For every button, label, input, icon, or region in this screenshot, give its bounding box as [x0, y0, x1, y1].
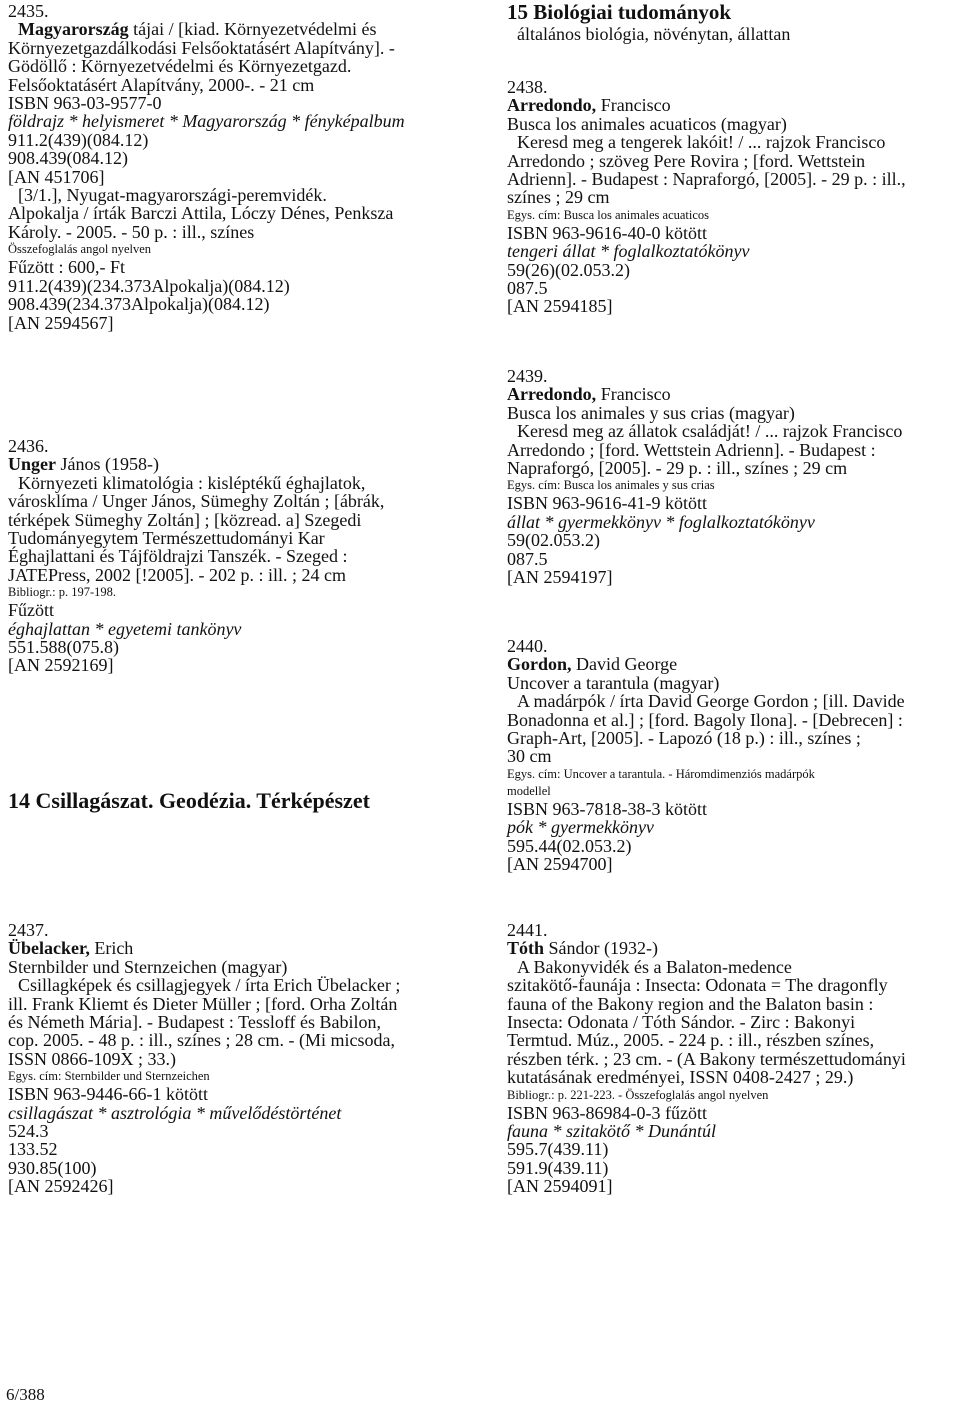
entry-author-line	[507, 655, 905, 673]
classification: 908.439(234.373Alpokalja)(084.12)	[8, 294, 270, 315]
entry-2438	[507, 78, 906, 316]
entry-line: fauna of the Bakony region and the Balaton basin :	[507, 993, 874, 1014]
entry-author-bold: Gordon,	[507, 654, 572, 675]
classification: 930.85(100)	[8, 1157, 97, 1178]
section-title-15: 15 Biológiai tudományok	[507, 0, 732, 24]
classification: 595.7(439.11)	[507, 1139, 609, 1160]
entry-2436	[8, 437, 384, 675]
classification: 908.439(084.12)	[8, 148, 128, 169]
accession-number: [AN 2594567]	[8, 312, 114, 333]
entry-number: 2435.	[8, 1, 49, 21]
entry-line: ill. Frank Kliemt és Dieter Müller ; [ford. Orha Zoltán	[8, 993, 398, 1014]
entry-line: Bonadonna et al.] ; [ford. Bagoly Ilona]. - [Debrecen] :	[507, 709, 903, 730]
entry-title: Környezeti klimatológia : kisléptékű éghajlatok,	[18, 472, 366, 493]
uniform-title: Busca los animales acuaticos (magyar)	[507, 113, 787, 134]
note: Egys. cím: Busca los animales acuaticos	[507, 207, 710, 222]
entry-line: Károly. - 2005. - 50 p. : ill., színes	[8, 221, 255, 242]
entry-author-bold: Übelacker,	[8, 938, 90, 959]
entry-line: Adrienn]. - Budapest : Napraforgó, [2005]. - 29 p. : ill.,	[507, 169, 906, 190]
classification: 087.5	[507, 548, 548, 569]
entry-author-line	[507, 385, 902, 403]
subject-terms: éghajlattan * egyetemi tankönyv	[8, 618, 242, 639]
classification: 524.3	[8, 1121, 49, 1142]
entry-number: 2440.	[507, 636, 548, 656]
entry-line: Insecta: Odonata / Tóth Sándor. - Zirc : Bakonyi	[507, 1012, 856, 1033]
subject-terms: fauna * szitakötő * Dunántúl	[507, 1121, 717, 1142]
entry-line: JATEPress, 2002 [!2005]. - 202 p. : ill. ; 24 cm	[8, 564, 346, 585]
entry-line: részben térk. ; 23 cm. - (A Bakony természettudományi	[507, 1048, 906, 1069]
note: Bibliogr.: p. 221-223. - Összefoglalás angol nyelven	[507, 1087, 769, 1102]
accession-number: [AN 2594185]	[507, 296, 613, 317]
note: Egys. cím: Uncover a tarantula. - Háromdimenziós madárpók	[507, 766, 815, 781]
entry-line: Gödöllő : Környezetvédelmi és Környezetgazd.	[8, 56, 352, 77]
entry-2435	[8, 2, 405, 332]
entry-line: Termtud. Múz., 2005. - 224 p. : ill., részben színes,	[507, 1030, 875, 1051]
entry-author-line	[8, 939, 400, 957]
entry-line: színes ; 29 cm	[507, 187, 610, 208]
entry-author-bold: Arredondo,	[507, 384, 597, 405]
classification: 59(26)(02.053.2)	[507, 259, 630, 280]
note: modellel	[507, 783, 551, 798]
entry-title-rest: tájai / [kiad. Környezetvédelmi és	[128, 19, 377, 40]
subject-terms: állat * gyermekkönyv * foglalkoztatókönyv	[507, 511, 815, 532]
uniform-title: Sternbilder und Sternzeichen (magyar)	[8, 956, 288, 977]
classification: 911.2(439)(234.373Alpokalja)(084.12)	[8, 275, 290, 296]
entry-author-bold: Tóth	[507, 938, 545, 959]
binding-price: Fűzött : 600,- Ft	[8, 257, 126, 278]
isbn: ISBN 963-9446-66-1 kötött	[8, 1084, 208, 1105]
entry-line: Napraforgó, [2005]. - 29 p. : ill., színes ; 29 cm	[507, 458, 848, 479]
entry-line: Felsőoktatásért Alapítvány, 2000-. - 21 cm	[8, 74, 315, 95]
entry-author-rest: Erich	[89, 938, 134, 959]
entry-line: Tudományegytem Természettudományi Kar	[8, 528, 325, 549]
entry-2440	[507, 637, 905, 873]
note: Összefoglalás angol nyelven	[8, 242, 152, 257]
entry-author-line	[507, 939, 906, 957]
entry-line: Arredondo ; [ford. Wettstein Adrienn]. - Budapest :	[507, 439, 876, 460]
entry-2437	[8, 921, 400, 1196]
entry-title: Keresd meg a tengerek lakóit! / ... rajzok Francisco	[517, 132, 886, 153]
entry-line: szitakötő-faunája : Insecta: Odonata = The dragonfly	[507, 975, 888, 996]
classification: 911.2(439)(084.12)	[8, 129, 149, 150]
section-subtitle-15: általános biológia, növénytan, állattan	[517, 24, 791, 44]
note: Egys. cím: Busca los animales y sus crias	[507, 478, 715, 493]
accession-number: [AN 451706]	[8, 166, 105, 187]
entry-title: A madárpók / írta David George Gordon ; [ill. Davide	[517, 691, 905, 712]
page-number: 6/388	[6, 1385, 45, 1404]
accession-number: [AN 2592426]	[8, 1176, 114, 1197]
entry-title-line	[8, 20, 405, 38]
entry-author-bold: Arredondo,	[507, 95, 597, 116]
entry-author-rest: Sándor (1932-)	[544, 938, 658, 959]
entry-number: 2436.	[8, 436, 49, 456]
entry-line: cop. 2005. - 48 p. : ill., színes ; 28 cm. - (Mi micsoda,	[8, 1030, 395, 1051]
entry-line: Arredondo ; szöveg Pere Rovira ; [ford. Wettstein	[507, 150, 866, 171]
entry-line: kutatásának eredményei, ISSN 0408-2427 ; 29.)	[507, 1067, 854, 1088]
entry-title: Keresd meg az állatok családját! / ... rajzok Francisco	[517, 421, 903, 442]
entry-line: Graph-Art, [2005]. - Lapozó (18 p.) : ill., színes ;	[507, 728, 861, 749]
entry-author-rest: János (1958-)	[56, 454, 159, 475]
entry-author-rest: Francisco	[596, 95, 671, 116]
section-title-14: 14 Csillagászat. Geodézia. Térképészet	[8, 788, 370, 813]
classification: 59(02.053.2)	[507, 530, 600, 551]
binding: Fűzött	[8, 600, 55, 621]
accession-number: [AN 2594091]	[507, 1176, 613, 1197]
uniform-title: Busca los animales y sus crias (magyar)	[507, 402, 795, 423]
entry-author-rest: Francisco	[596, 384, 671, 405]
entry-line: és Németh Mária]. - Budapest : Tessloff és Babilon,	[8, 1012, 381, 1033]
entry-line: 30 cm	[507, 746, 552, 767]
classification: 591.9(439.11)	[507, 1157, 609, 1178]
entry-number: 2441.	[507, 920, 548, 940]
subject-terms: csillagászat * asztrológia * művelődéstörténet	[8, 1102, 342, 1123]
isbn: ISBN 963-03-9577-0	[8, 93, 162, 114]
entry-number: 2439.	[507, 366, 548, 386]
accession-number: [AN 2594197]	[507, 567, 613, 588]
classification: 087.5	[507, 278, 548, 299]
volume-title: [3/1.], Nyugat-magyarországi-peremvidék.	[18, 185, 327, 206]
entry-author-line	[8, 455, 384, 473]
isbn: ISBN 963-9616-40-0 kötött	[507, 222, 707, 243]
entry-2441	[507, 921, 906, 1196]
entry-2439	[507, 367, 902, 586]
entry-line: városklíma / Unger János, Sümeghy Zoltán ; [ábrák,	[8, 491, 385, 512]
accession-number: [AN 2594700]	[507, 854, 613, 875]
entry-line: Alpokalja / írták Barczi Attila, Lóczy Dénes, Penksza	[8, 203, 394, 224]
entry-author-rest: David George	[571, 654, 678, 675]
note: Egys. cím: Sternbilder und Sternzeichen	[8, 1069, 210, 1084]
isbn: ISBN 963-9616-41-9 kötött	[507, 493, 707, 514]
subject-terms: tengeri állat * foglalkoztatókönyv	[507, 241, 750, 262]
entry-title: A Bakonyvidék és a Balaton-medence	[517, 956, 792, 977]
uniform-title: Uncover a tarantula (magyar)	[507, 672, 720, 693]
note: Bibliogr.: p. 197-198.	[8, 585, 116, 600]
isbn: ISBN 963-86984-0-3 fűzött	[507, 1102, 707, 1123]
isbn: ISBN 963-7818-38-3 kötött	[507, 798, 707, 819]
accession-number: [AN 2592169]	[8, 655, 114, 676]
subject-terms: földrajz * helyismeret * Magyarország * fényképalbum	[8, 111, 405, 132]
subject-terms: pók * gyermekkönyv	[507, 817, 654, 838]
entry-number: 2438.	[507, 77, 548, 97]
entry-line: Éghajlattani és Tájföldrajzi Tanszék. - Szeged :	[8, 546, 348, 567]
classification: 133.52	[8, 1139, 58, 1160]
entry-author-bold: Unger	[8, 454, 56, 475]
entry-line: Környezetgazdálkodási Felsőoktatásért Alapítvány]. -	[8, 37, 395, 58]
entry-line: ISSN 0866-109X ; 33.)	[8, 1048, 177, 1069]
entry-line: térképek Sümeghy Zoltán] ; [közread. a] Szegedi	[8, 509, 362, 530]
entry-author-line	[507, 96, 906, 114]
entry-title: Csillagképek és csillagjegyek / írta Erich Übelacker ;	[18, 975, 401, 996]
classification: 595.44(02.053.2)	[507, 835, 632, 856]
entry-title-bold: Magyarország	[18, 19, 129, 40]
classification: 551.588(075.8)	[8, 637, 119, 658]
entry-number: 2437.	[8, 920, 49, 940]
